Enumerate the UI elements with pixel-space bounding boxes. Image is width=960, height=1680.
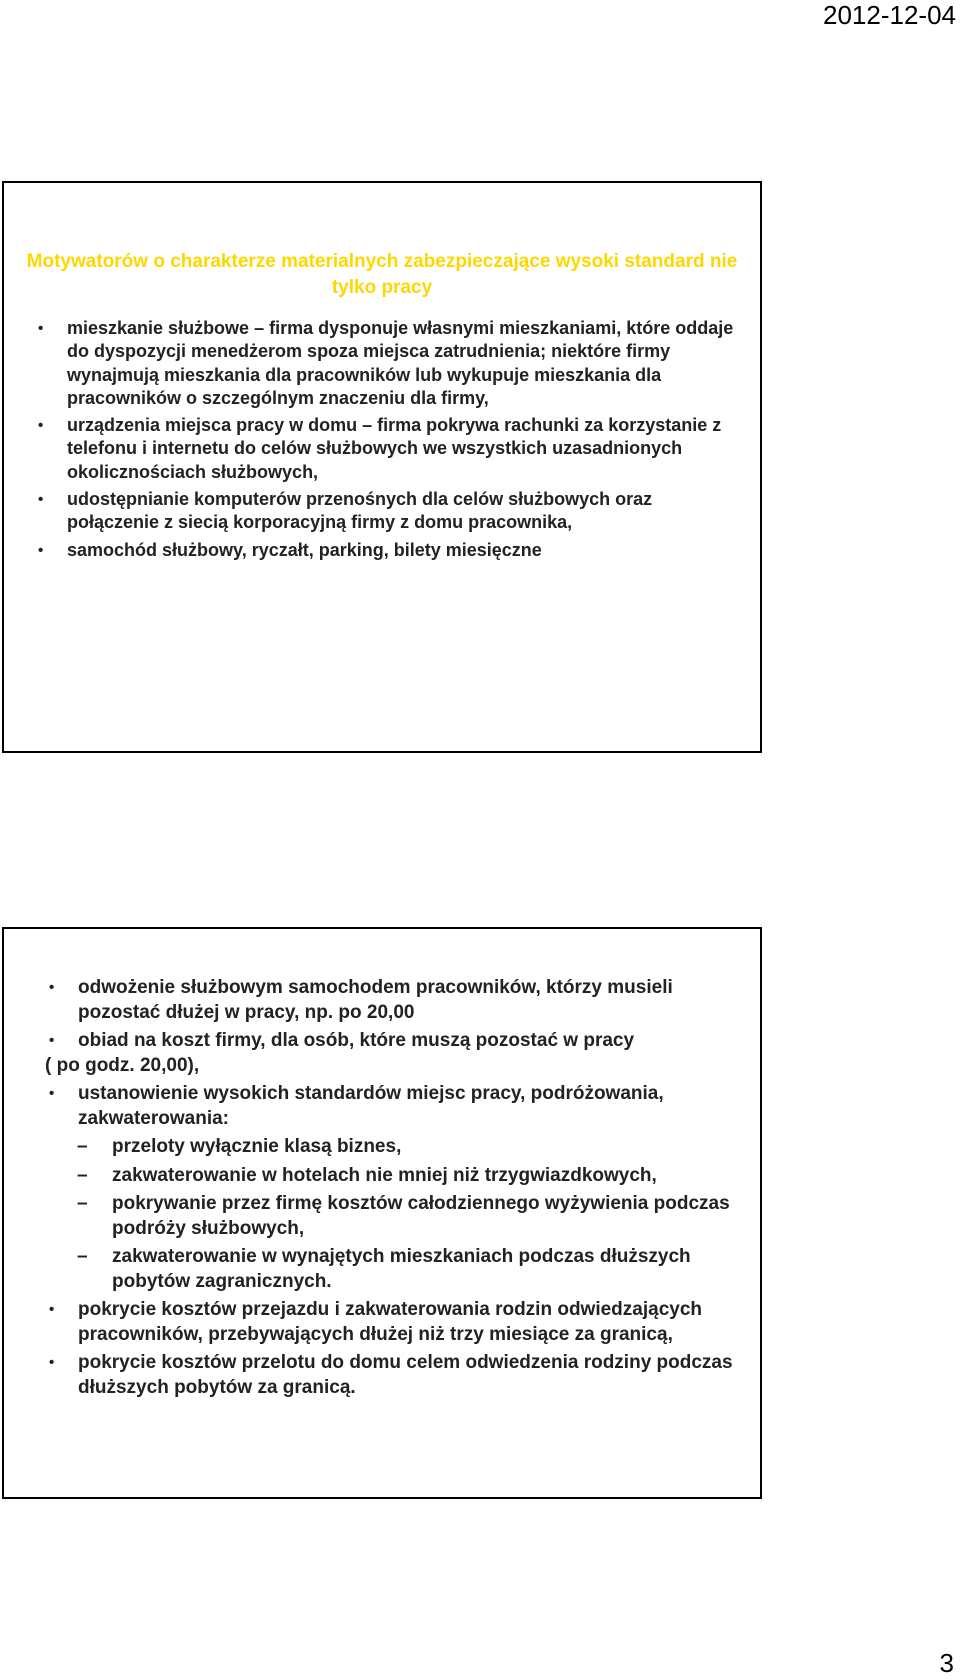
list-item-text: zakwaterowanie w wynajętych mieszkaniach podczas dłuższych pobytów zagranicznych. bbox=[112, 1246, 691, 1292]
sub-list-item bbox=[4, 1164, 760, 1189]
list-item bbox=[4, 317, 760, 410]
dash-icon: – bbox=[77, 1164, 88, 1186]
list-item bbox=[4, 1351, 760, 1400]
header-date: 2012-12-04 bbox=[823, 0, 956, 30]
list-item bbox=[4, 1298, 760, 1347]
bullet-icon: • bbox=[49, 1301, 55, 1318]
dash-icon: – bbox=[77, 1246, 88, 1267]
dash-icon: – bbox=[77, 1193, 88, 1214]
bullet-icon: • bbox=[49, 1085, 55, 1102]
list-item bbox=[4, 1029, 760, 1054]
list-item-text: udostępnianie komputerów przenośnych dla celów służbowych oraz połączenie z siecią korporacyjną firmy z domu pracownika, bbox=[67, 489, 653, 533]
dash-icon: – bbox=[77, 1136, 88, 1157]
list-item-text: ( po godz. 20,00), bbox=[45, 1054, 200, 1076]
bullet-icon: • bbox=[38, 541, 44, 559]
list-item bbox=[4, 539, 760, 562]
bullet-icon: • bbox=[49, 979, 55, 996]
slide-2 bbox=[2, 927, 762, 1499]
list-item-text: przeloty wyłącznie klasą biznes, bbox=[112, 1136, 402, 1157]
list-item-continuation bbox=[4, 1054, 760, 1079]
bullet-icon: • bbox=[49, 1032, 55, 1049]
list-item-text: ustanowienie wysokich standardów miejsc pracy, podróżowania, zakwaterowania: bbox=[78, 1083, 664, 1129]
bullet-icon: • bbox=[38, 417, 44, 435]
slide-1 bbox=[2, 181, 762, 753]
list-item-text: urządzenia miejsca pracy w domu – firma pokrywa rachunki za korzystanie z telefonu i internetu do celów służbowych we wszystkich uzasadnionych okolicznościach służbowych, bbox=[67, 415, 722, 482]
slide-title: Motywatorów o charakterze materialnych zabezpieczające wysoki standard nie tylko pracy bbox=[26, 251, 738, 298]
sub-list-item bbox=[4, 1245, 760, 1294]
bullet-icon: • bbox=[38, 491, 44, 509]
list-item-text: pokrycie kosztów przejazdu i zakwaterowania rodzin odwiedzających pracowników, przebywających dłużej niż trzy miesiące za granicą, bbox=[78, 1299, 703, 1345]
sub-list-item bbox=[4, 1135, 760, 1160]
list-item bbox=[4, 976, 760, 1025]
list-item bbox=[4, 1082, 760, 1131]
page-number: 3 bbox=[939, 1648, 954, 1678]
bullet-list bbox=[4, 976, 760, 1404]
list-item-text: zakwaterowanie w hotelach nie mniej niż trzygwiazdkowych, bbox=[112, 1164, 657, 1186]
bullet-list bbox=[4, 317, 760, 566]
list-item-text: obiad na koszt firmy, dla osób, które muszą pozostać w pracy bbox=[78, 1030, 635, 1051]
list-item bbox=[4, 414, 760, 484]
bullet-icon: • bbox=[49, 1354, 55, 1371]
sub-list-item bbox=[4, 1192, 760, 1241]
list-item-text: pokrywanie przez firmę kosztów całodziennego wyżywienia podczas podróży służbowych, bbox=[112, 1193, 730, 1239]
list-item bbox=[4, 488, 760, 535]
bullet-icon: • bbox=[38, 320, 44, 337]
list-item-text: pokrycie kosztów przelotu do domu celem odwiedzenia rodziny podczas dłuższych pobytów za granicą. bbox=[78, 1352, 733, 1398]
list-item-text: samochód służbowy, ryczałt, parking, bilety miesięczne bbox=[67, 539, 542, 560]
list-item-text: odwożenie służbowym samochodem pracowników, którzy musieli pozostać dłużej w pracy, np. po 20,00 bbox=[78, 977, 673, 1023]
list-item-text: mieszkanie służbowe – firma dysponuje własnymi mieszkaniami, które oddaje do dyspozycji menedżerom spoza miejsca zatrudnienia; niektóre firmy wynajmują mieszkania dla pracowników lub wykupuje mieszkania dla pracowników o szczególnym znaczeniu dla firmy, bbox=[67, 318, 734, 408]
